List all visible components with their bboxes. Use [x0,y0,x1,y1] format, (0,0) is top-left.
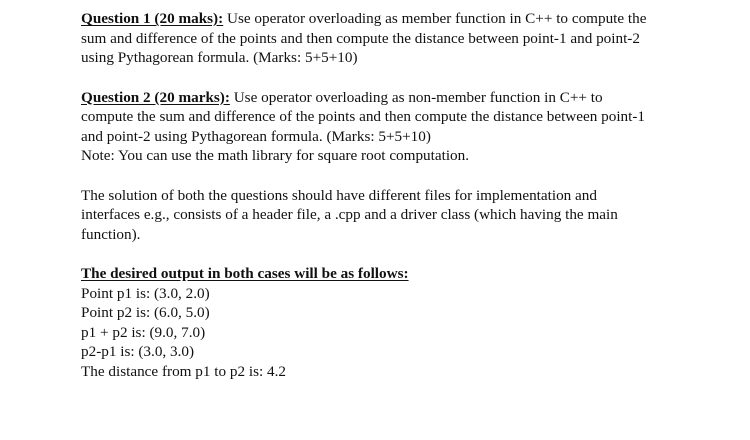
question-2-line-2: compute the sum and difference of the points and then compute the distance between point-1 [81,108,646,125]
output-line-1: Point p1 is: (3.0, 2.0) [81,284,210,302]
solution-line-2: interfaces e.g., consists of a header file, a .cpp and a driver class (which having the main [81,206,618,223]
question-1-line-2: sum and difference of the points and then compute the distance between point-1 and point-2 [81,29,640,47]
question-2-note: Note: You can use the math library for square root computation. [81,147,470,164]
solution-line-1: The solution of both the questions should have different files for implementation and [81,186,597,204]
question-2-heading: Question 2 (20 marks): [81,88,230,106]
question-2-line-1 [81,88,721,108]
question-2-line-3: and point-2 using Pythagorean formula. (Marks: 5+5+10) [81,127,431,145]
question-1-line-3: using Pythagorean formula. (Marks: 5+5+10) [81,49,358,66]
output-line-3: p1 + p2 is: (9.0, 7.0) [81,323,206,341]
output-line-4: p2-p1 is: (3.0, 3.0) [81,343,195,360]
output-line-2: Point p2 is: (6.0, 5.0) [81,304,210,321]
output-section [81,264,721,381]
question-1-line-1 [81,9,721,29]
solution-line-3: function). [81,225,141,243]
question-1-heading: Question 1 (20 maks): [81,10,224,27]
question-2-text-1: Use operator overloading as non-member function in C++ to [229,88,603,106]
output-heading: The desired output in both cases will be as follows: [81,265,409,282]
solution-paragraph [81,186,721,245]
question-1-text-1: Use operator overloading as member function in C++ to compute the [223,10,647,27]
question-1-paragraph [81,9,721,68]
document-page [81,9,721,381]
question-2-paragraph [81,88,721,166]
output-line-5: The distance from p1 to p2 is: 4.2 [81,362,286,380]
